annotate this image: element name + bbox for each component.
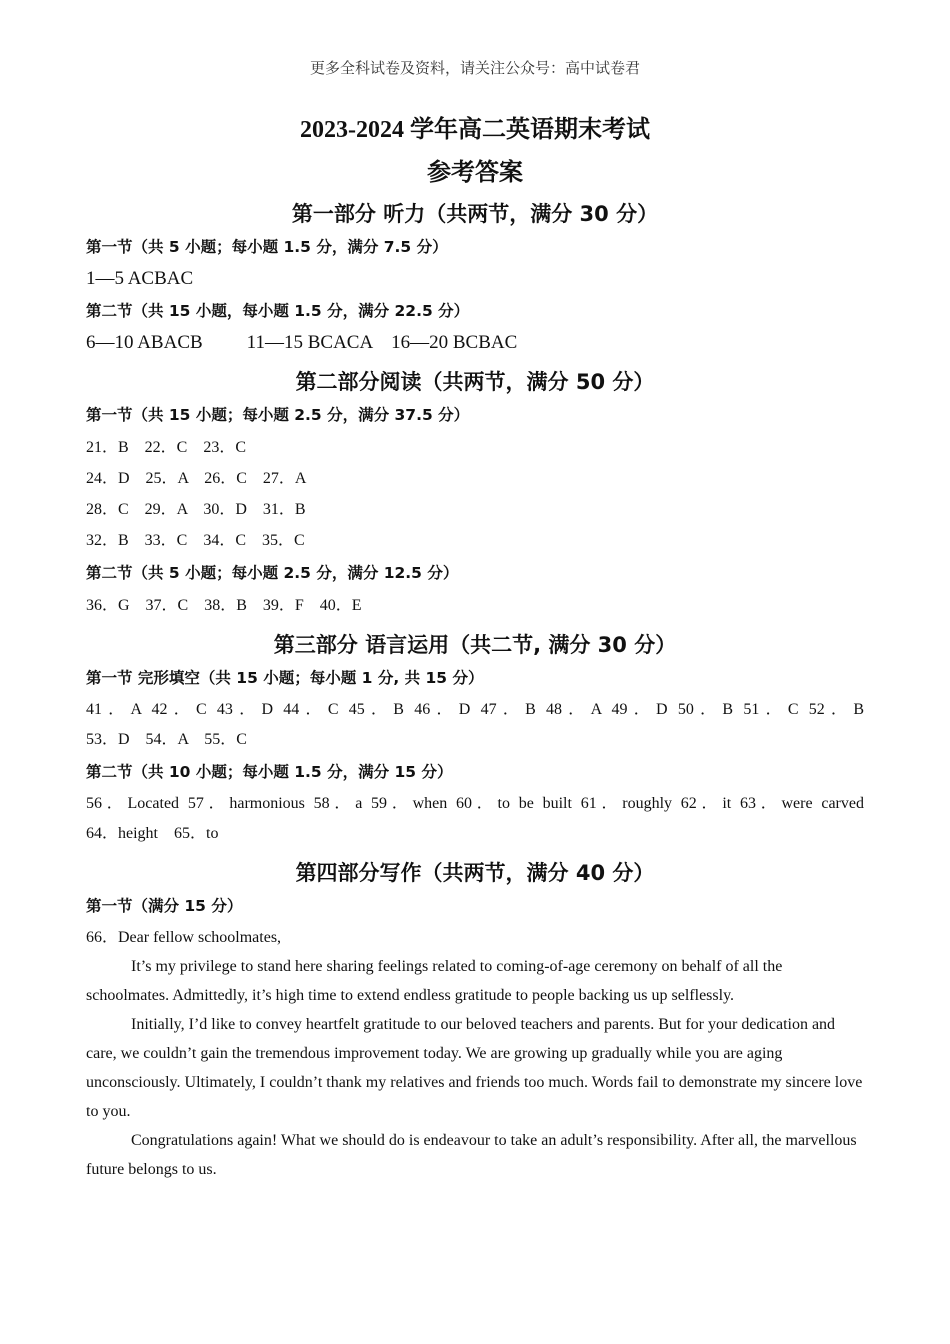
part-4-heading: 第四部分写作（共两节，满分 40 分） bbox=[295, 861, 655, 885]
part-2-heading: 第二部分阅读（共两节，满分 50 分） bbox=[295, 370, 655, 394]
part-4-section-1-heading: 第一节（满分 15 分） bbox=[86, 897, 243, 915]
part-1-section-1-answers: 1—5 ACBAC bbox=[86, 268, 194, 289]
part-2-section-1-heading: 第一节（共 15 小题；每小题 2.5 分，满分 37.5 分） bbox=[86, 406, 470, 424]
part-3-section-2-heading: 第二节（共 10 小题；每小题 1.5 分，满分 15 分） bbox=[86, 763, 453, 781]
answer-row: 32．B 33．C 34．C 35．C bbox=[86, 532, 305, 549]
essay-paragraph: Congratulations again! What we should do is endeavour to take an adult’s responsibility. After all, the marvellous future belongs to us. bbox=[86, 1132, 857, 1178]
page-content bbox=[86, 112, 864, 1184]
part-2-section-2-heading: 第二节（共 5 小题；每小题 2.5 分，满分 12.5 分） bbox=[86, 564, 459, 582]
part-1-section-1-heading: 第一节（共 5 小题；每小题 1.5 分，满分 7.5 分） bbox=[86, 238, 448, 256]
part-2-reading bbox=[86, 366, 864, 621]
answer-row: 64．height 65．to bbox=[86, 825, 219, 842]
part-4-writing bbox=[86, 857, 864, 1184]
part-1-section-2-heading: 第二节（共 15 小题，每小题 1.5 分，满分 22.5 分） bbox=[86, 302, 470, 320]
part-1-section-2-answers bbox=[86, 328, 864, 358]
part-3-section-1-heading: 第一节 完形填空（共 15 小题；每小题 1 分, 共 15 分） bbox=[86, 669, 484, 687]
essay-paragraph: It’s my privilege to stand here sharing feelings related to coming-of-age ceremony on behalf of all the schoolmates. Admittedly, it’s high time to extend endless gratitude to people backing us up selflessly. bbox=[86, 958, 783, 1004]
essay-salutation: 66．Dear fellow schoolmates, bbox=[86, 929, 282, 946]
answer-row: 21．B 22．C 23．C bbox=[86, 439, 247, 456]
part-1-heading: 第一部分 听力（共两节，满分 30 分） bbox=[291, 202, 659, 226]
answers-6-10: 6—10 ABACB bbox=[86, 332, 203, 353]
page-subtitle: 参考答案 bbox=[427, 157, 523, 186]
answer-row: 41．A 42．C 43．D 44．C 45．B 46．D 47．B 48．A 49．D 50．B 51．C 52．B bbox=[86, 701, 864, 718]
answer-row: 24．D 25．A 26．C 27．A bbox=[86, 470, 307, 487]
header-note: 更多全科试卷及资料，请关注公众号：高中试卷君 bbox=[309, 59, 640, 77]
page-title: 2023-2024 学年高二英语期末考试 bbox=[300, 117, 650, 143]
part-3-language-use bbox=[86, 629, 864, 849]
part-1-listening bbox=[86, 198, 864, 358]
essay-paragraph: Initially, I’d like to convey heartfelt gratitude to our beloved teachers and parents. But for your dedication and care, we couldn’t gain the tremendous improvement today. We are growing up gradually while you are aging unconsciously. Ultimately, I couldn’t thank my relatives and friends too much. Words fail to demonstrate my sincere love to you. bbox=[86, 1016, 863, 1120]
answer-row: 36．G 37．C 38．B 39．F 40．E bbox=[86, 597, 362, 614]
answers-11-20: 11—15 BCACA 16—20 BCBAC bbox=[246, 332, 518, 353]
answer-row: 28．C 29．A 30．D 31．B bbox=[86, 501, 306, 518]
answer-row: 56．Located 57．harmonious 58．a 59．when 60．to be built 61．roughly 62．it 63．were carved bbox=[86, 795, 864, 812]
answer-row: 53．D 54．A 55．C bbox=[86, 731, 247, 748]
part-3-heading: 第三部分 语言运用（共二节, 满分 30 分） bbox=[273, 633, 677, 657]
